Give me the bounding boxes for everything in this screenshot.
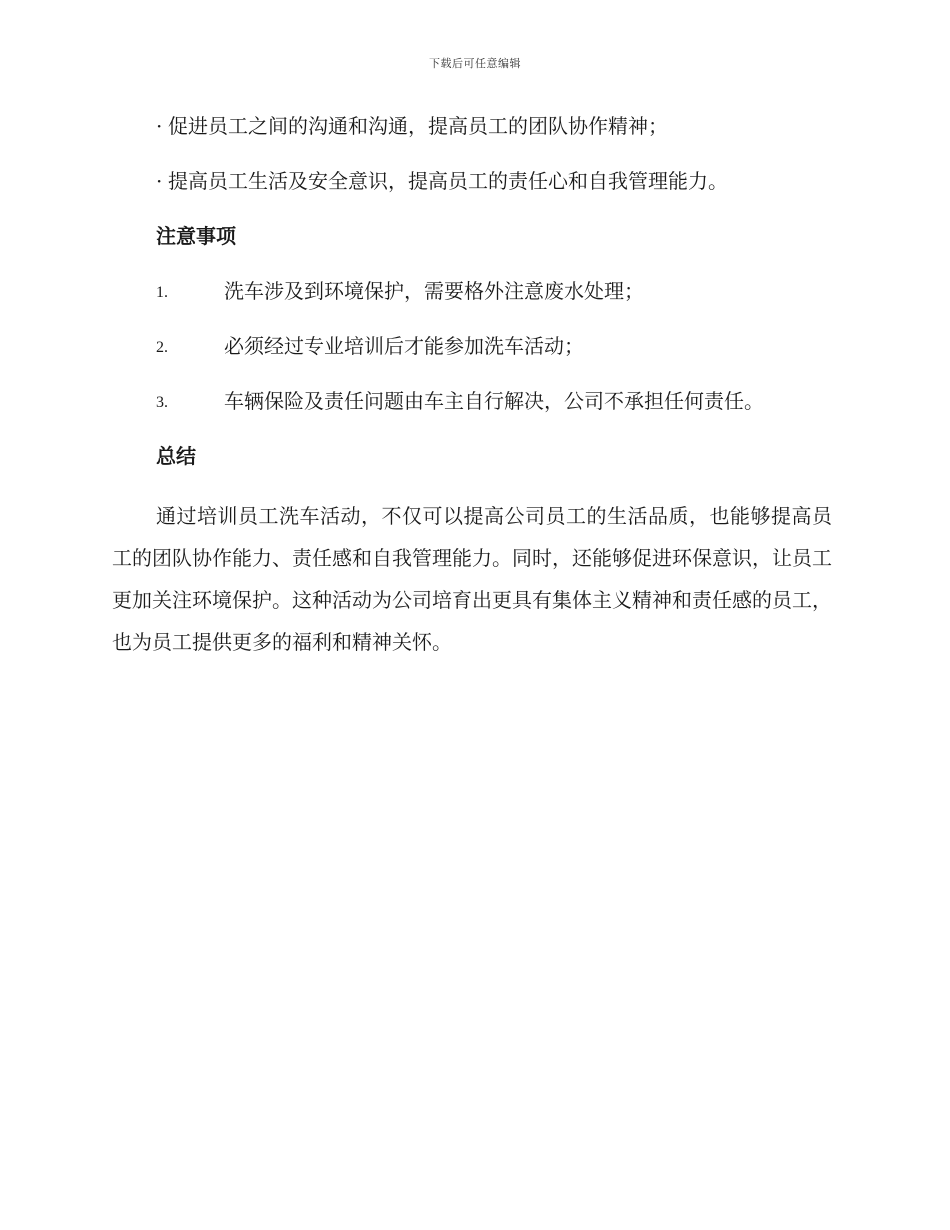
summary-paragraph: 通过培训员工洗车活动，不仅可以提高公司员工的生活品质，也能够提高员工的团队协作能力、责任感和自我管理能力。同时，还能够促进环保意识，让员工更加关注环境保护。这种活动为公司培育出更具有集体主义精神和责任感的员工，也为员工提供更多的福利和精神关怀。 [112,504,832,654]
numbered-item-1 [156,278,644,306]
bullet-marker: · [156,169,163,193]
bullet-text: 提高员工生活及安全意识，提高员工的责任心和自我管理能力。 [168,169,728,193]
bullet-item-1 [156,113,668,139]
item-number: 2. [156,339,168,356]
item-number: 1. [156,284,168,301]
notes-heading: 注意事项 [156,224,236,248]
item-number: 3. [156,394,168,411]
numbered-item-3 [156,388,764,416]
item-text: 车辆保险及责任问题由车主自行解决，公司不承担任何责任。 [224,389,764,413]
item-text: 必须经过专业培训后才能参加洗车活动； [224,334,584,358]
bullet-item-2 [156,168,728,194]
bullet-text: 促进员工之间的沟通和沟通，提高员工的团队协作精神； [168,114,668,138]
numbered-item-2 [156,333,584,361]
page-header-note: 下载后可任意编辑 [429,57,521,70]
summary-heading: 总结 [156,444,196,468]
bullet-marker: · [156,114,163,138]
item-text: 洗车涉及到环境保护，需要格外注意废水处理； [224,279,644,303]
